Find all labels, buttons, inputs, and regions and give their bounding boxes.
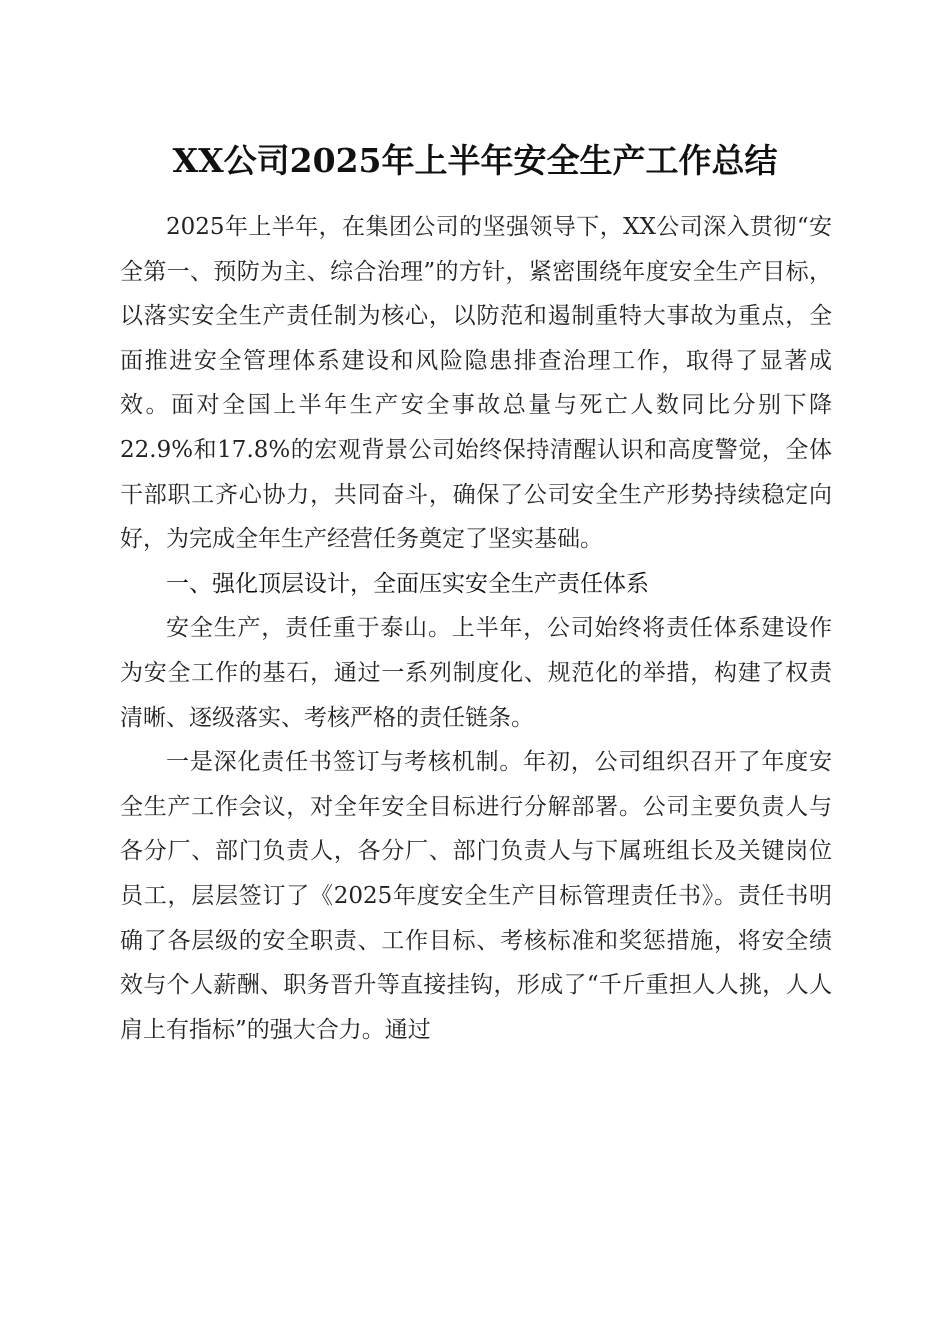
document-body	[120, 205, 832, 1052]
section-1-paragraph-1: 安全生产，责任重于泰山。上半年，公司始终将责任体系建设作为安全工作的基石，通过一系列制度化、规范化的举措，构建了权责清晰、逐级落实、考核严格的责任链条。	[120, 615, 832, 731]
document-title: XX公司2025年上半年安全生产工作总结	[172, 141, 778, 180]
section-1-item-1-lead: 一是深化责任书签订与考核机制。	[166, 749, 524, 776]
section-1-heading: 一、强化顶层设计，全面压实安全生产责任体系	[166, 570, 649, 597]
section-1-item-1-paragraph	[120, 740, 832, 1052]
intro-paragraph: 2025年上半年，在集团公司的坚强领导下，XX公司深入贯彻“安全第一、预防为主、综合治理”的方针，紧密围绕年度安全生产目标，以落实安全生产责任制为核心，以防范和遏制重特大事故为重点，全面推进安全管理体系建设和风险隐患排查治理工作，取得了显著成效。面对全国上半年生产安全事故总量与死亡人数同比分别下降22.9%和17.8%的宏观背景公司始终保持清醒认识和高度警觉，全体干部职工齐心协力，共同奋斗，确保了公司安全生产形势持续稳定向好，为完成全年生产经营任务奠定了坚实基础。	[120, 214, 832, 553]
section-1-item-1-text: 年初，公司组织召开了年度安全生产工作会议，对全年安全目标进行分解部署。公司主要负责人与各分厂、部门负责人，各分厂、部门负责人与下属班组长及关键岗位员工，层层签订了《2025年度安全生产目标管理责任书》。责任书明确了各层级的安全职责、工作目标、考核标准和奖惩措施，将安全绩效与个人薪酬、职务晋升等直接挂钩，形成了“千斤重担人人挑，人人肩上有指标”的强大合力。通过	[120, 749, 833, 1043]
